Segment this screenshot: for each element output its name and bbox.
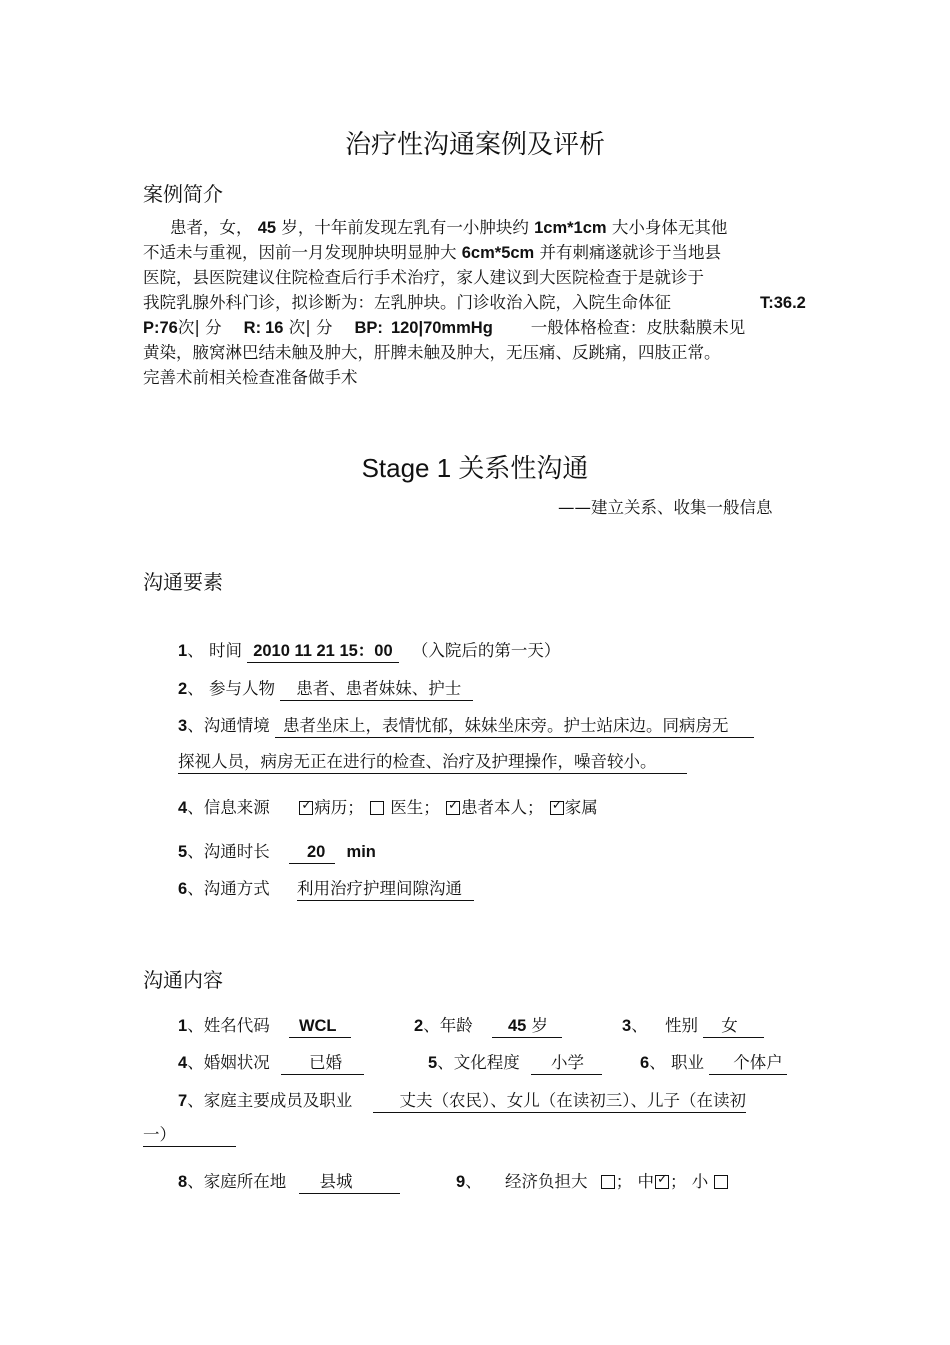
burden-medium-checkbox[interactable]: [655, 1175, 669, 1189]
element-people: 2、 参与人物 患者、患者妹妹、护士: [178, 675, 473, 701]
content-job: 6、 职业 个体户: [640, 1049, 787, 1075]
source-patient-checkbox[interactable]: [446, 801, 460, 815]
element-method: 6、沟通方式 利用治疗护理间隙沟通: [178, 875, 474, 901]
content-name: 1、姓名代码 WCL: [178, 1012, 351, 1038]
duration-value: 20: [289, 843, 335, 864]
content-burden: 9、 经济负担大 ； 中✓ ； 小: [456, 1168, 729, 1192]
page-title: 治疗性沟通案例及评析: [344, 130, 605, 160]
situation-value-2: 探视人员，病房无正在进行的检查、治疗及护理操作，噪音较小。: [178, 748, 687, 774]
element-situation-2: [178, 748, 687, 774]
people-value: 患者、患者妹妹、护士: [280, 675, 473, 701]
content-age: 2、年龄 45 岁: [414, 1012, 562, 1038]
intro-line-1: 患者，女， 45 岁，十年前发现左乳有一小肿块约 1cm*1cm 大小身体无其他: [170, 218, 728, 237]
content-family-2: 一）: [143, 1121, 236, 1147]
situation-value-1: 患者坐床上，表情忧郁，妹妹坐床旁。护士站床边。同病房无: [275, 712, 755, 738]
intro-line-6: 黄染，腋窝淋巴结未触及肿大，肝脾未触及肿大，无压痛、反跳痛，四肢正常。: [143, 343, 721, 362]
stage-subtitle: ——建立关系、收集一般信息: [558, 498, 773, 517]
source-family-checkbox[interactable]: [550, 801, 564, 815]
intro-line-3: 医院，县医院建议住院检查后行手术治疗，家人建议到大医院检查于是就诊于: [143, 268, 704, 287]
intro-temp: T:36.2: [760, 294, 806, 312]
method-value: 利用治疗护理间隙沟通: [297, 875, 474, 901]
source-doctor-checkbox[interactable]: [370, 801, 384, 815]
intro-line-7: 完善术前相关检查准备做手术: [143, 368, 358, 387]
case-intro-heading: 案例简介: [143, 182, 223, 206]
intro-line-4: 我院乳腺外科门诊，拟诊断为：左乳肿块。门诊收治入院，入院生命体征: [143, 293, 671, 312]
element-source: 4、信息来源 ✓ 病历； 医生； ✓患者本人； ✓家属: [178, 794, 598, 818]
content-heading: 沟通内容: [143, 968, 223, 992]
burden-small-checkbox[interactable]: [714, 1175, 728, 1189]
burden-large-checkbox[interactable]: [601, 1175, 615, 1189]
content-family: 7、家庭主要成员及职业 丈夫（农民）、女儿（在读初三）、儿子（在读初: [178, 1087, 746, 1113]
content-marital: 4、婚姻状况 已婚: [178, 1049, 364, 1075]
content-location: 8、家庭所在地 县城: [178, 1168, 400, 1194]
element-duration: 5、沟通时长 20 min: [178, 838, 376, 864]
elements-heading: 沟通要素: [143, 570, 223, 594]
intro-line-5: P:76次| 分 R: 16 次| 分 BP: 120|70mmHg 一般体格检查：皮肤黏膜未见: [143, 318, 746, 337]
stage-title: Stage 1 关系性沟通: [361, 453, 589, 483]
intro-line-2: 不适未与重视，因前一月发现肿块明显肿大 6cm*5cm 并有刺痛遂就诊于当地县: [143, 243, 721, 262]
content-sex: 3、 性别 女: [622, 1012, 764, 1038]
source-record-checkbox[interactable]: [299, 801, 313, 815]
time-value: 2010 11 21 15：00: [247, 637, 398, 663]
element-time: 1、 时间 2010 11 21 15：00 （入院后的第一天）: [178, 637, 560, 663]
content-education: 5、文化程度 小学: [428, 1049, 602, 1075]
element-situation: 3、沟通情境 患者坐床上，表情忧郁，妹妹坐床旁。护士站床边。同病房无: [178, 712, 754, 738]
